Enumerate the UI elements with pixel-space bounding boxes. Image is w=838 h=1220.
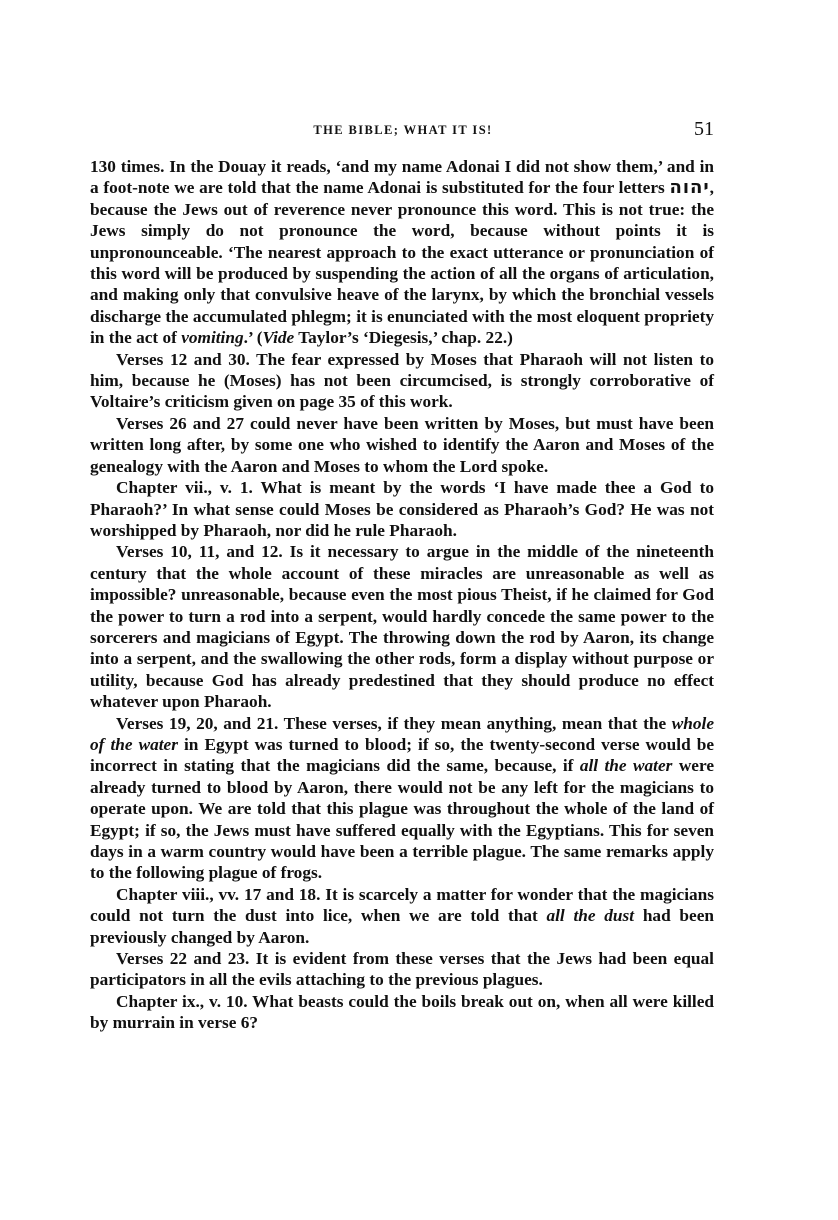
text-segment: in Egypt was turned to blood; if so, the twenty-second verse would be incorrect in stating that the magicians did the same, because, if (90, 734, 715, 776)
text-segment: Chapter vii., v. 1. What is meant by the words ‘I have made thee a God to Pharaoh?’ In what sense could Moses be considered as Pharaoh’s God? He was not worshipped by Pharaoh, nor did he rule Pharaoh. (90, 478, 714, 540)
paragraph (90, 991, 714, 1034)
paragraph (90, 541, 714, 712)
body-text (90, 156, 714, 1034)
running-title: THE BIBLE; WHAT IT IS! (313, 123, 493, 137)
italic-text: whole of the water (90, 713, 714, 754)
text-segment: Verses 26 and 27 could never have been written by Moses, but must have been written long after, by some one who wished to identify the Aaron and Moses of the genealogy with the Aaron and Moses to whom the Lord spoke. (90, 413, 714, 476)
italic-text: all the water (579, 756, 673, 776)
paragraph (90, 156, 714, 349)
text-segment: .’ ( (243, 328, 263, 348)
italic-text: Vide (262, 328, 295, 348)
paragraph (90, 884, 714, 948)
paragraph (90, 349, 714, 413)
italic-text: vomiting (181, 328, 244, 348)
paragraph (90, 477, 714, 541)
text-segment: Verses 22 and 23. It is evident from these verses that the Jews had been equal participators in all the evils attaching to the previous plagues. (90, 949, 714, 990)
text-segment: Chapter ix., v. 10. What beasts could the boils break out on, when all were killed by murrain in verse 6? (90, 991, 714, 1033)
text-segment: 130 times. In the Douay it reads, ‘and my name Adonai I did not show them,’ and in a foot-note we are told that the name Adonai is substituted for the four letters (90, 157, 714, 198)
text-segment: Verses 19, 20, and 21. These verses, if they mean anything, mean that the (116, 713, 672, 733)
page-number: 51 (694, 118, 714, 140)
hebrew-tetragrammaton: יהוה (669, 177, 710, 199)
paragraph (90, 948, 714, 991)
text-segment: had been previously changed by Aaron. (90, 906, 714, 947)
text-segment: Verses 12 and 30. The fear expressed by Moses that Pharaoh will not listen to him, because he (Moses) has not been circumcised, is strongly corroborative of Voltaire’s criticism given on page 35 of this work. (90, 349, 714, 412)
text-segment: , because the Jews out of reverence never pronounce this word. This is not true: the Jews simply do not pronounce the word, because without points it is unpronounceable. ‘The nearest approach to the exact utterance or pronunciation of this word will be produced by suspending the action of all the organs of articulation, and making only that convulsive heave of the larynx, by which the bronchial vessels discharge the accumulated phlegm; it is enunciated with the most eloquent propriety in the act of (90, 178, 714, 348)
italic-text: all the dust (546, 906, 635, 926)
text-segment: Chapter viii., vv. 17 and 18. It is scarcely a matter for wonder that the magicians could not turn the dust into lice, when we are told that (90, 884, 714, 926)
text-segment: Verses 10, 11, and 12. Is it necessary to argue in the middle of the nineteenth century that the whole account of these miracles are unreasonable as well as impossible? unreasonable, because even the most pious Theist, if he claimed for God the power to turn a rod into a serpent, would hardly concede the same power to the sorcerers and magicians of Egypt. The throwing down the rod by Aaron, its change into a serpent, and the swallowing the other rods, form a display without purpose or utility, because God has already predestined that they should produce no effect whatever upon Pharaoh. (90, 542, 714, 712)
paragraph (90, 413, 714, 477)
paragraph (90, 713, 714, 884)
page-header (92, 118, 714, 142)
text-segment: were already turned to blood by Aaron, there would not be any left for the magicians to operate upon. We are told that this plague was throughout the whole of the land of Egypt; if so, the Jews must have suffered equally with the Egyptians. This for seven days in a warm country would have been a terrible plague. The same remarks apply to the following plague of frogs. (90, 756, 714, 883)
text-segment: Taylor’s ‘Diegesis,’ chap. 22.) (294, 328, 513, 348)
